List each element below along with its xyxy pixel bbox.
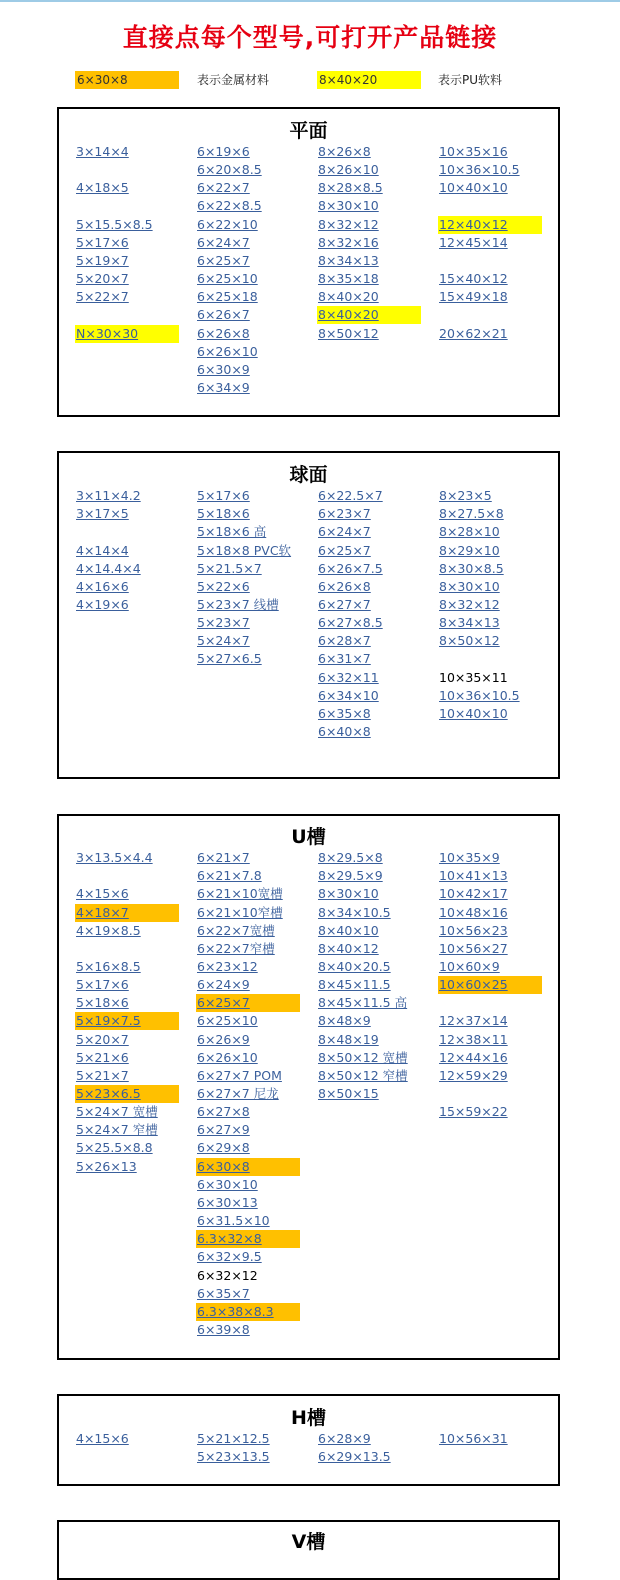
model-link[interactable]: 10×56×31 bbox=[439, 1431, 508, 1446]
model-link[interactable]: 3×13.5×4.4 bbox=[76, 850, 153, 865]
model-link[interactable]: 6×24×7 bbox=[318, 524, 371, 540]
model-link[interactable]: 8×28×8.5 bbox=[318, 180, 383, 196]
model-link[interactable]: 6×26×7 bbox=[197, 307, 250, 323]
section-title: 球面 bbox=[289, 464, 328, 486]
model-link[interactable]: 6×34×10 bbox=[318, 687, 379, 703]
model-link[interactable]: 8×48×19 bbox=[318, 1031, 379, 1047]
model-link[interactable]: 8×40×10 bbox=[318, 922, 379, 938]
model-link[interactable]: 3×14×4 bbox=[76, 144, 129, 159]
model-link[interactable]: 6×19×6 bbox=[197, 144, 250, 159]
model-link[interactable]: 6×26×10 bbox=[197, 1049, 258, 1065]
model-link[interactable]: 5×21×6 bbox=[76, 1049, 129, 1065]
model-link[interactable]: 6.3×38×8.3 bbox=[196, 1303, 300, 1321]
model-link[interactable]: 6×26×8 bbox=[318, 578, 371, 594]
model-link[interactable]: 10×60×25 bbox=[438, 976, 542, 994]
section-title: U槽 bbox=[291, 826, 326, 848]
model-link[interactable]: 6×35×7 bbox=[197, 1285, 250, 1301]
section-title: V槽 bbox=[291, 1531, 326, 1553]
model-link[interactable]: 6×26×7.5 bbox=[318, 560, 383, 576]
legend-text-pu: 表示PU软料 bbox=[438, 73, 503, 87]
model-link[interactable]: 6×23×12 bbox=[197, 958, 258, 974]
model-link[interactable]: 8×26×10 bbox=[318, 162, 379, 178]
model-link[interactable]: 12×38×11 bbox=[439, 1031, 508, 1047]
model-link[interactable]: 8×50×15 bbox=[318, 1086, 379, 1101]
model-link[interactable]: 6×25×7 bbox=[196, 994, 300, 1012]
model-link[interactable]: 8×30×10 bbox=[318, 886, 379, 902]
model-link[interactable]: 8×29×10 bbox=[439, 542, 500, 558]
model-link[interactable]: 5×23×7 线槽 bbox=[197, 596, 279, 612]
model-link[interactable]: 8×40×20 bbox=[318, 289, 379, 305]
section-v-groove bbox=[57, 1520, 560, 1580]
model-link[interactable]: 10×36×10.5 bbox=[439, 687, 520, 703]
model-link[interactable]: 5×17×6 bbox=[76, 977, 129, 992]
model-link[interactable]: 6×27×7 bbox=[318, 596, 371, 612]
legend-text-metal: 表示金属材料 bbox=[197, 73, 270, 87]
model-link[interactable]: 8×32×12 bbox=[318, 216, 379, 232]
model-link[interactable]: 8×35×18 bbox=[318, 271, 379, 286]
model-link[interactable]: 4×16×6 bbox=[76, 578, 129, 594]
model-link[interactable]: 3×11×4.2 bbox=[76, 488, 141, 503]
model-link[interactable]: 6×40×8 bbox=[318, 724, 371, 739]
model-link[interactable]: 6×25×10 bbox=[197, 1013, 258, 1029]
model-link[interactable]: 8×50×12 宽槽 bbox=[318, 1049, 408, 1065]
model-link[interactable]: 5×24×7 bbox=[197, 633, 250, 649]
model-link[interactable]: 4×15×6 bbox=[76, 886, 129, 902]
model-link[interactable]: 4×18×5 bbox=[76, 180, 129, 196]
model-link[interactable]: 6×22×7宽槽 bbox=[197, 922, 275, 938]
model-label: 6×32×12 bbox=[197, 1267, 258, 1283]
model-link[interactable]: 15×59×22 bbox=[439, 1104, 508, 1120]
model-link[interactable]: 4×14.4×4 bbox=[76, 560, 141, 576]
model-link[interactable]: 15×40×12 bbox=[439, 271, 508, 286]
model-link[interactable]: 5×18×6 bbox=[197, 506, 250, 522]
model-link[interactable]: 6×28×9 bbox=[318, 1431, 371, 1446]
model-link[interactable]: 6×27×7 尼龙 bbox=[197, 1086, 279, 1101]
model-link[interactable]: 5×16×8.5 bbox=[76, 958, 141, 974]
model-label: 10×35×11 bbox=[439, 669, 508, 685]
model-link[interactable]: 5×19×7 bbox=[76, 252, 129, 268]
model-link[interactable]: 6×25×10 bbox=[197, 271, 258, 286]
model-link[interactable]: 5×26×13 bbox=[76, 1158, 137, 1174]
model-link[interactable]: 8×30×8.5 bbox=[439, 560, 504, 576]
model-link[interactable]: 5×23×6.5 bbox=[75, 1085, 179, 1103]
model-link[interactable]: 5×25.5×8.8 bbox=[76, 1140, 153, 1156]
model-link[interactable]: 10×40×10 bbox=[439, 180, 508, 196]
model-link[interactable]: 8×34×13 bbox=[439, 615, 500, 630]
model-link[interactable]: 8×29.5×9 bbox=[318, 868, 383, 884]
model-link[interactable]: 6×30×8 bbox=[196, 1158, 300, 1176]
model-link[interactable]: 8×29.5×8 bbox=[318, 850, 383, 865]
model-link[interactable]: 6×27×9 bbox=[197, 1122, 250, 1138]
model-link[interactable]: 10×35×9 bbox=[439, 850, 500, 865]
model-link[interactable]: 8×34×13 bbox=[318, 252, 379, 268]
model-link[interactable]: 6×27×8 bbox=[197, 1104, 250, 1120]
model-link[interactable]: 6×21×10宽槽 bbox=[197, 886, 283, 902]
model-link[interactable]: 6×22×7 bbox=[197, 180, 250, 196]
model-link[interactable]: 12×59×29 bbox=[439, 1067, 508, 1083]
model-link[interactable]: 8×32×12 bbox=[439, 596, 500, 612]
model-link[interactable]: 5×21×7 bbox=[76, 1067, 129, 1083]
model-link[interactable]: 5×21×12.5 bbox=[197, 1431, 270, 1446]
model-link[interactable]: 6.3×32×8 bbox=[196, 1230, 300, 1248]
model-link[interactable]: 8×23×5 bbox=[439, 488, 492, 503]
model-link[interactable]: 6×26×10 bbox=[197, 343, 258, 359]
model-link[interactable]: 8×28×10 bbox=[439, 524, 500, 540]
model-link[interactable]: 6×27×7 POM bbox=[197, 1067, 282, 1083]
model-link[interactable]: 5×18×6 高 bbox=[197, 524, 267, 540]
model-link[interactable]: 8×27.5×8 bbox=[439, 506, 504, 522]
model-link[interactable]: 6×30×13 bbox=[197, 1194, 258, 1210]
model-link[interactable]: 6×28×7 bbox=[318, 633, 371, 649]
model-link[interactable]: 8×40×12 bbox=[318, 940, 379, 956]
model-link[interactable]: 8×40×20.5 bbox=[318, 958, 391, 974]
model-link[interactable]: 6×31×7 bbox=[318, 651, 371, 667]
model-link[interactable]: 6×30×9 bbox=[197, 361, 250, 377]
model-link[interactable]: 5×18×8 PVC软 bbox=[197, 542, 292, 558]
model-link[interactable]: 6×30×10 bbox=[197, 1176, 258, 1192]
model-link[interactable]: 4×15×6 bbox=[76, 1431, 129, 1446]
model-link[interactable]: 5×23×13.5 bbox=[197, 1449, 270, 1465]
model-link[interactable]: 5×23×7 bbox=[197, 615, 250, 630]
model-link[interactable]: 10×42×17 bbox=[439, 886, 508, 902]
model-link[interactable]: 8×30×10 bbox=[318, 198, 379, 214]
model-link[interactable]: 6×31.5×10 bbox=[197, 1213, 270, 1228]
model-link[interactable]: 4×19×8.5 bbox=[76, 922, 141, 938]
model-link[interactable]: 12×45×14 bbox=[439, 234, 508, 250]
model-link[interactable]: 8×26×8 bbox=[318, 144, 371, 159]
model-link[interactable]: N×30×30 bbox=[75, 325, 179, 343]
model-link[interactable]: 8×34×10.5 bbox=[318, 904, 391, 920]
model-link[interactable]: 8×40×20 bbox=[317, 306, 421, 324]
model-link[interactable]: 6×26×8 bbox=[197, 325, 250, 341]
model-link[interactable]: 12×40×12 bbox=[438, 216, 542, 234]
model-link[interactable]: 6×29×8 bbox=[197, 1140, 250, 1156]
model-link[interactable]: 5×17×6 bbox=[76, 234, 129, 250]
model-link[interactable]: 5×21.5×7 bbox=[197, 560, 262, 576]
model-link[interactable]: 10×40×10 bbox=[439, 705, 508, 721]
model-link[interactable]: 10×60×9 bbox=[439, 958, 500, 974]
model-link[interactable]: 10×41×13 bbox=[439, 868, 508, 884]
model-link[interactable]: 3×17×5 bbox=[76, 506, 129, 522]
model-link[interactable]: 4×14×4 bbox=[76, 542, 129, 558]
model-link[interactable]: 8×50×12 bbox=[318, 325, 379, 341]
model-link[interactable]: 5×20×7 bbox=[76, 1031, 129, 1047]
model-link[interactable]: 4×19×6 bbox=[76, 596, 129, 612]
model-link[interactable]: 6×22.5×7 bbox=[318, 488, 383, 503]
model-link[interactable]: 6×32×11 bbox=[318, 669, 379, 685]
model-link[interactable]: 6×22×10 bbox=[197, 216, 258, 232]
model-link[interactable]: 6×29×13.5 bbox=[318, 1449, 391, 1465]
model-link[interactable]: 10×36×10.5 bbox=[439, 162, 520, 178]
model-link[interactable]: 6×24×7 bbox=[197, 234, 250, 250]
model-link[interactable]: 6×24×9 bbox=[197, 977, 250, 992]
model-link[interactable]: 12×37×14 bbox=[439, 1013, 508, 1029]
model-link[interactable]: 5×22×7 bbox=[76, 289, 129, 305]
model-link[interactable]: 6×32×9.5 bbox=[197, 1249, 262, 1265]
model-link[interactable]: 5×15.5×8.5 bbox=[76, 216, 153, 232]
model-link[interactable]: 8×30×10 bbox=[439, 578, 500, 594]
model-link[interactable]: 8×50×12 窄槽 bbox=[318, 1067, 408, 1083]
model-link[interactable]: 8×48×9 bbox=[318, 1013, 371, 1029]
model-link[interactable]: 4×18×7 bbox=[75, 904, 179, 922]
model-link[interactable]: 5×27×6.5 bbox=[197, 651, 262, 667]
model-link[interactable]: 8×32×16 bbox=[318, 234, 379, 250]
model-link[interactable]: 6×21×7.8 bbox=[197, 868, 262, 884]
legend-swatch-metal: 6×30×8 bbox=[75, 71, 179, 89]
model-link[interactable]: 10×35×16 bbox=[439, 144, 508, 159]
model-link[interactable]: 6×22×8.5 bbox=[197, 198, 262, 214]
model-link[interactable]: 6×25×7 bbox=[197, 252, 250, 268]
legend-swatch-pu: 8×40×20 bbox=[317, 71, 421, 89]
model-link[interactable]: 6×20×8.5 bbox=[197, 162, 262, 178]
model-link[interactable]: 5×18×6 bbox=[76, 995, 129, 1011]
model-link[interactable]: 5×22×6 bbox=[197, 578, 250, 594]
model-link[interactable]: 6×23×7 bbox=[318, 506, 371, 522]
model-link[interactable]: 6×26×9 bbox=[197, 1031, 250, 1047]
section-title: 平面 bbox=[289, 120, 328, 142]
model-link[interactable]: 6×21×10窄槽 bbox=[197, 904, 283, 920]
model-link[interactable]: 6×21×7 bbox=[197, 850, 250, 865]
section-title: H槽 bbox=[291, 1407, 326, 1429]
model-link[interactable]: 8×45×11.5 bbox=[318, 977, 391, 992]
model-link[interactable]: 6×25×7 bbox=[318, 542, 371, 558]
model-link[interactable]: 6×34×9 bbox=[197, 379, 250, 395]
model-link[interactable]: 5×24×7 宽槽 bbox=[76, 1104, 158, 1120]
model-link[interactable]: 8×50×12 bbox=[439, 633, 500, 649]
model-link[interactable]: 20×62×21 bbox=[439, 325, 508, 341]
model-link[interactable]: 15×49×18 bbox=[439, 289, 508, 305]
model-link[interactable]: 10×56×27 bbox=[439, 940, 508, 956]
model-link[interactable]: 5×20×7 bbox=[76, 271, 129, 286]
top-border bbox=[0, 0, 620, 2]
model-link[interactable]: 10×56×23 bbox=[439, 922, 508, 938]
model-link[interactable]: 5×24×7 窄槽 bbox=[76, 1122, 158, 1138]
model-link[interactable]: 6×39×8 bbox=[197, 1321, 250, 1337]
model-link[interactable]: 6×35×8 bbox=[318, 705, 371, 721]
model-link[interactable]: 10×48×16 bbox=[439, 904, 508, 920]
model-link[interactable]: 6×25×18 bbox=[197, 289, 258, 305]
model-link[interactable]: 5×17×6 bbox=[197, 488, 250, 503]
model-link[interactable]: 5×19×7.5 bbox=[75, 1012, 179, 1030]
model-link[interactable]: 8×45×11.5 高 bbox=[318, 995, 408, 1011]
model-link[interactable]: 6×22×7窄槽 bbox=[197, 940, 275, 956]
model-link[interactable]: 6×27×8.5 bbox=[318, 615, 383, 630]
model-link[interactable]: 12×44×16 bbox=[439, 1049, 508, 1065]
page-title: 直接点每个型号,可打开产品链接 bbox=[122, 23, 498, 52]
